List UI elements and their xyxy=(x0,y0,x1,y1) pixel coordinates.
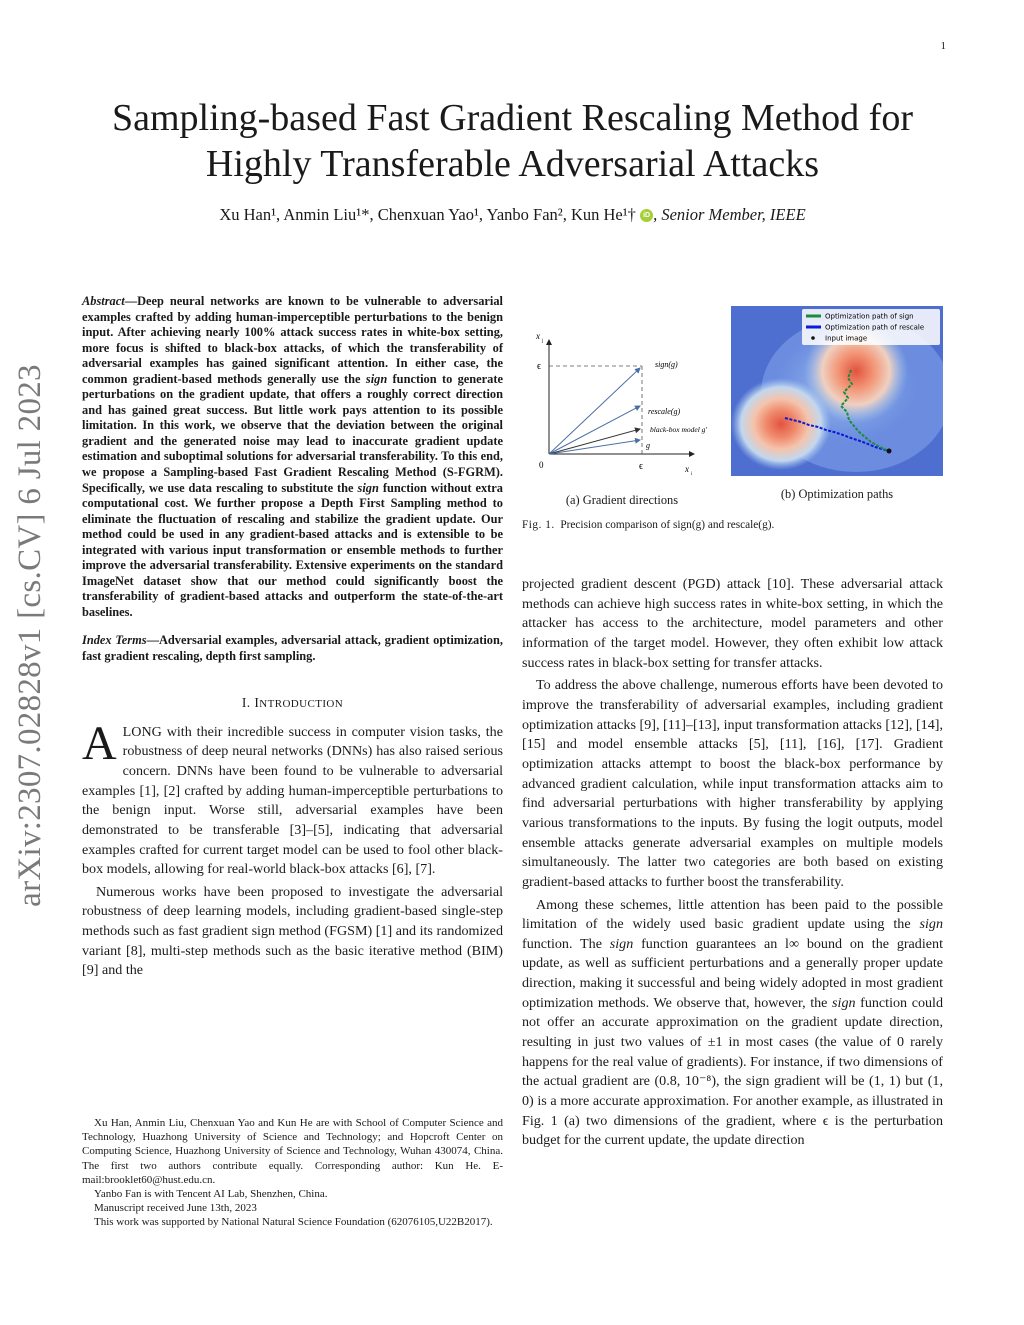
paragraph: projected gradient descent (PGD) attack [10]. These adversarial attack methods can achieve high success rates in white-box setting, in which the attacker has access to the architecture, model parameters and other information of the target model. However, they often exhibit low attack success rates in black-box setting for transfer attacks. xyxy=(522,576,943,671)
y-axis-sub: j xyxy=(542,339,544,344)
index-terms xyxy=(82,633,503,664)
page-number: 1 xyxy=(940,40,946,52)
blackbox-label: black-box model g' xyxy=(650,425,708,434)
legend-input: Input image xyxy=(825,334,868,343)
footnote-received: Manuscript received June 13th, 2023 xyxy=(94,1202,257,1215)
paragraph-text: function could not offer an accurate approximation on the gradient update direction, resulting in just two values of ±1 in most cases (the value of 0 rarely happens for the real value of gradients). For instance, if two dimensions of the actual gradient are (0.8, 10⁻⁸), the sign gradient will be (1, 1) but (1, 0) is a more accurate approximation. For another example, as illustrated in Fig. 1 (a) two dimensions of the gradient, where ϵ is the perturbation budget for the current update, the update direction xyxy=(522,994,944,1149)
paragraph: To address the above challenge, numerous efforts have been devoted to improve the transferability of adversarial examples, including gradient optimization attacks [9], [11]–[13], input transformation attacks [12], [14], [15] and model ensemble attacks [5], [11], [16], [17]. Gradient optimization attacks attempt to boost the black-box performance by advanced gradient calculation, while input transformation attacks aim to find adversarial perturbations with higher transferability by applying various transformations to the inputs. By fusing the logit outputs, model ensemble attacks generate adversarial examples on multiple models simultaneously. The latter two categories are both based on existing gradient-based attacks to further boost the transferability. xyxy=(522,677,943,890)
sign-label: sign(g) xyxy=(655,360,678,369)
abstract-text: function to generate perturbations on the gradient update, that offers a roughly correct direction and has gained great success. But little work pays attention to its possible limitation. In this work, we observe that the deviation between the original gradient and the generated noise may lead to inaccurate gradient update estimation and suboptimal solutions for adversarial transferability. To this end, we propose a Sampling-based Fast Gradient Rescaling Method (S-FGRM). Specifically, we use data rescaling to substitute the xyxy=(82,371,503,495)
drop-cap: A xyxy=(82,716,117,770)
sign-term: sign xyxy=(832,994,856,1011)
input-image-point xyxy=(887,449,892,454)
subcaption-a: (a) Gradient directions xyxy=(565,493,679,507)
subcaption-b: (b) Optimization paths xyxy=(780,487,894,501)
x-axis-sub: i xyxy=(691,472,693,477)
author-role: , Senior Member, IEEE xyxy=(653,205,806,224)
left-column xyxy=(82,294,503,981)
lower-hotspot xyxy=(731,378,831,470)
arxiv-stamp xyxy=(0,0,60,1325)
intro-text xyxy=(82,716,503,982)
paragraph-text: function guarantees an l∞ bound on the gradient update, as well as sufficient perturbations and a generally proper update direction, making it successful and being widely adopted in most gradient optimization methods. We observe that, however, the xyxy=(522,935,943,1011)
abstract xyxy=(82,294,503,620)
abstract-lead: Abstract xyxy=(82,294,125,308)
paragraph-text: function. The xyxy=(522,935,610,952)
section-initial: I xyxy=(254,694,260,710)
figure-caption xyxy=(522,519,943,531)
section-title-rest: NTRODUCTION xyxy=(259,697,344,710)
paragraph-text: LONG with their incredible success in computer vision tasks, the robustness of deep neural networks (DNNs) has also raised serious concern. DNNs have been found to be vulnerable to adversarial examples [1], [2] crafted by adding human-imperceptible perturbations to the benign input. Worse still, adversarial examples have been demonstrated to be transferable [3]–[5], indicating that adversarial examples crafted for current target model can be used to fool other black-box models, allowing for real-world black-box attacks [6], [7]. xyxy=(82,723,503,878)
author-line xyxy=(70,205,955,225)
figure-1 xyxy=(522,306,943,531)
index-terms-text: —Adversarial examples, adversarial attack, gradient optimization, fast gradient rescaling, depth first sampling. xyxy=(82,633,503,664)
epsilon-y-label: ϵ xyxy=(537,361,542,372)
paragraph xyxy=(82,716,503,880)
legend-swatch-input xyxy=(811,336,815,340)
abstract-text: —Deep neural networks are known to be vulnerable to adversarial examples crafted by adding human-imperceptible perturbations to the benign input. After achieving nearly 100% attack success rates in white-box setting, more focus is shifted to black-box attacks, of which the transferability of adversarial examples has gained significant attention. In either case, the common gradient-based methods generally use the xyxy=(82,294,503,386)
figure-1b xyxy=(731,306,943,508)
footnote-affiliation: Xu Han, Anmin Liu, Chenxuan Yao and Kun He are with School of Computer Science and Technology, Huazhong University of Science and Technology; and Hopcroft Center on Computing Science, Huazhong University of Science and Technology, Wuhan 430074, China. The first two authors contribute equally. Corresponding author: Kun He. E-mail:brooklet60@hust.edu.cn. xyxy=(82,1117,503,1186)
abstract-text: function without extra computational cost. We further propose a Depth First Sampling method to eliminate the fluctuation of rescaling and stabilize the gradient update. Our method could be used in any gradient-based attacks and is extensible to be integrated with various input transformation or ensemble methods to further improve the adversarial transferability. Extensive experiments on the standard ImageNet dataset show that our method could significantly boost the transferability of gradient-based attacks and outperform the state-of-the-art baselines. xyxy=(82,480,503,619)
right-body-text xyxy=(522,575,943,1151)
paper-title: Sampling-based Fast Gradient Rescaling Method for Highly Transferable Adversarial Attacks xyxy=(111,97,913,185)
paragraph xyxy=(522,896,943,1152)
sign-term: sign xyxy=(919,916,943,933)
footnote-funding: This work was supported by National Natural Science Foundation (62076105,U22B2017). xyxy=(94,1216,493,1229)
paragraph: Numerous works have been proposed to investigate the adversarial robustness of deep learning models, including gradient-based single-step methods such as fast gradient sign method (FGSM) [1] and its randomized variant [8], multi-step methods such as the basic iterative method (BIM) [9] and the xyxy=(82,883,503,979)
legend-sign: Optimization path of sign xyxy=(825,312,914,321)
right-column xyxy=(522,306,943,1151)
figure-caption-label: Fig. 1. xyxy=(522,519,555,531)
footnote-affiliation-2: Yanbo Fan is with Tencent AI Lab, Shenzhen, China. xyxy=(94,1188,328,1201)
arxiv-identifier: arXiv:2307.02828v1 [cs.CV] 6 Jul 2023 xyxy=(11,363,48,907)
g-label: g xyxy=(646,441,650,450)
epsilon-x-label: ϵ xyxy=(639,461,644,472)
section-heading-introduction xyxy=(82,695,503,711)
rescale-label: rescale(g) xyxy=(648,407,681,416)
y-axis-label: x xyxy=(536,331,540,341)
paragraph-text: Among these schemes, little attention has been paid to the possible limitation of the widely used basic gradient update using the xyxy=(522,896,943,933)
index-terms-lead: Index Terms xyxy=(82,633,147,648)
x-axis-label: x xyxy=(685,464,689,474)
origin-label: 0 xyxy=(539,460,544,470)
sign-term: sign xyxy=(609,935,634,952)
figure-1a xyxy=(522,306,722,508)
orcid-icon[interactable]: iD xyxy=(640,209,653,222)
gradient-directions-diagram xyxy=(522,306,722,482)
optimization-paths-plot xyxy=(731,306,943,476)
figure-caption-text: Precision comparison of sign(g) and rescale(g). xyxy=(560,519,775,531)
author-names: Xu Han¹, Anmin Liu¹*, Chenxuan Yao¹, Yanbo Fan², Kun He¹† xyxy=(219,205,636,224)
section-numeral: I. xyxy=(241,694,255,710)
abstract-sign-term: sign xyxy=(357,480,379,495)
abstract-sign-term: sign xyxy=(365,371,388,386)
footnotes xyxy=(82,1116,503,1230)
legend-rescale: Optimization path of rescale xyxy=(825,323,925,332)
